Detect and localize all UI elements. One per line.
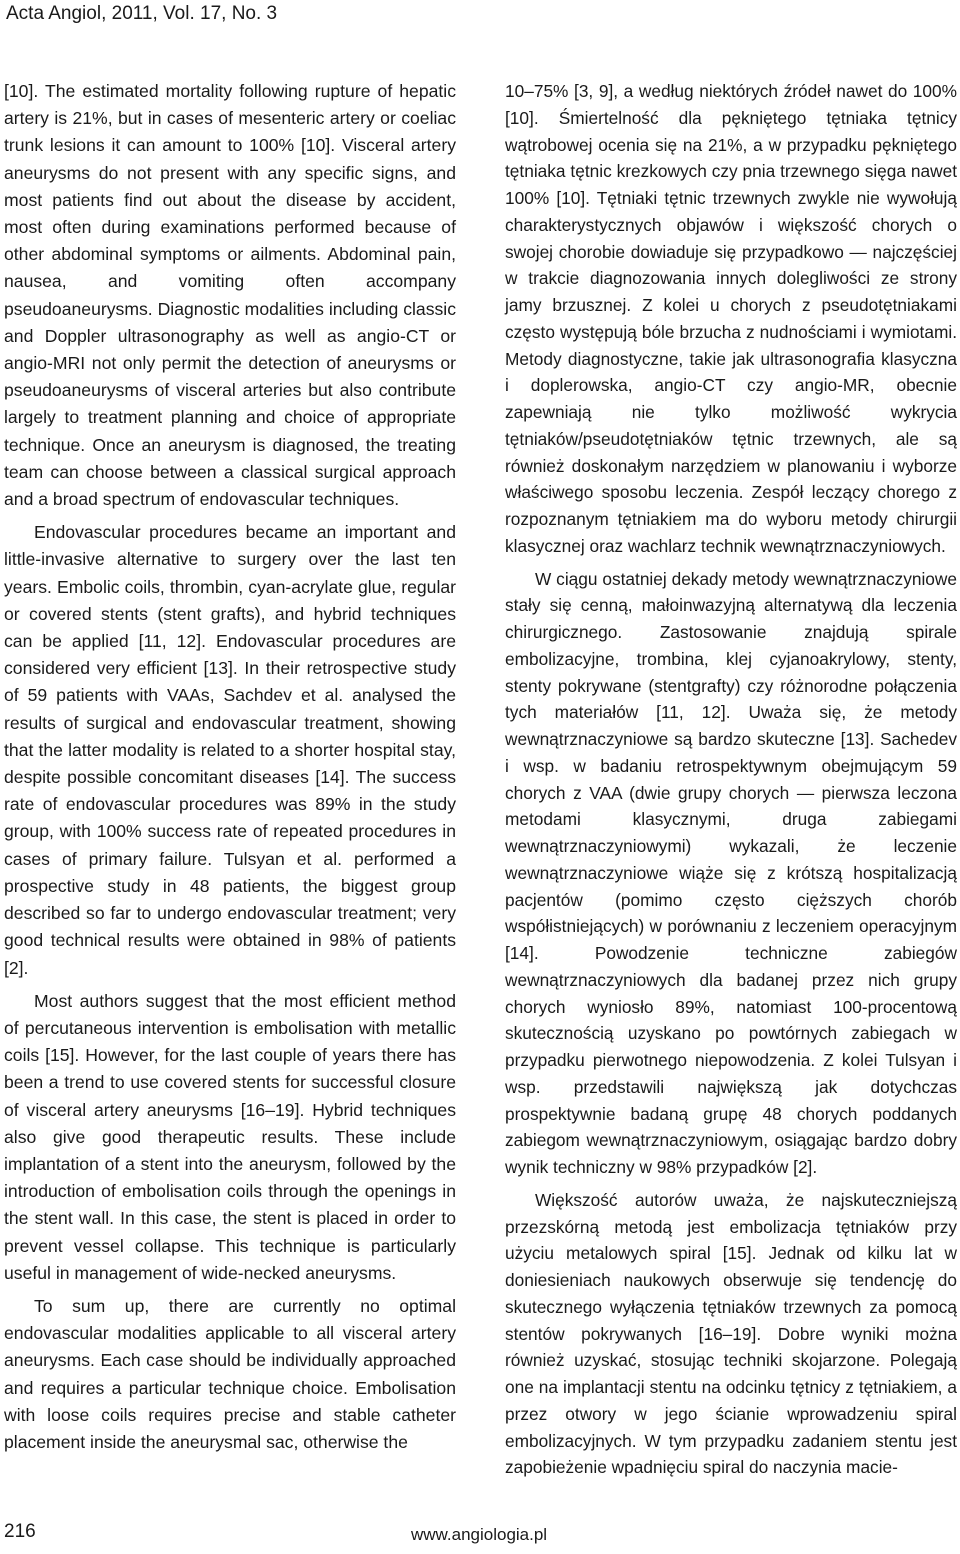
- journal-website: www.angiologia.pl: [411, 1525, 548, 1544]
- left-paragraph-1: [10]. The estimated mortality following rupture of hepatic artery is 21%, but in cases of mesenteric artery or coeliac trunk lesions it can amount to 100% [10]. Visceral artery aneurysms do not present with any specific signs, and most patients find out about the disease by accident, most often during examinations performed because of other abdominal symptoms or ailments. Abdominal pain, nausea, and vomiting often accompany pseudoaneurysms. Diagnostic modalities including classic and Doppler ultrasonography as well as angio-CT or angio-MRI not only permit the detection of aneurysms or pseudoaneurysms of visceral arteries but also contribute largely to treatment planning and choice of appropriate technique. Once an aneurysm is diagnosed, the treating team can choose between a classical surgical approach and a broad spectrum of endovascular techniques.: [4, 81, 456, 510]
- left-paragraph-4: To sum up, there are currently no optimal endovascular modalities applicable to all visceral artery aneurysms. Each case should be individually approached and requires a particular technique choice. Embolisation with loose coils requires precise and stable catheter placement inside the aneurysmal sac, otherwise the: [4, 1295, 456, 1452]
- left-paragraph-3: Most authors suggest that the most efficient method of percutaneous intervention is embolisation with metallic coils [15]. However, for the last couple of years there has been a trend to use covered stents for successful closure of visceral artery aneurysms [16–19]. Hybrid techniques also give good therapeutic results. These include implantation of a stent into the aneurysm, followed by the introduction of embolisation coils through the openings in the stent wall. In this case, the stent is placed in order to prevent vessel collapse. This technique is particularly useful in management of wide-necked aneurysms.: [4, 990, 456, 1283]
- running-head: Acta Angiol, 2011, Vol. 17, No. 3: [6, 3, 278, 24]
- right-paragraph-1: 10–75% [3, 9], a według niektórych źródeł nawet do 100% [10]. Śmiertelność dla pękniętego tętniaka tętnicy wątrobowej ocenia się na 21%, a w przypadku pękniętego tętniaka tętnic krezkowych czy pnia trzewnego sięga nawet 100% [10]. Tętniaki tętnic trzewnych zwykle nie wywołują charakterystycznych objawów i większość chorych o swojej chorobie dowiaduje się przypadkowo — najczęściej w trakcie diagnozowania innych dolegliwości ze strony jamy brzusznej. Z kolei u chorych z pseudotętniakami często występują bóle brzucha z nudnościami i wymiotami. Metody diagnostyczne, takie jak ultrasonografia klasyczna i doplerowska, angio-CT czy angio-MR, obecnie zapewniają nie tylko możliwość wykrycia tętniaków/pseudotętniaków tętnic trzewnych, ale są również doskonałym narzędziem w planowaniu i wyborze właściwego sposobu leczenia. Zespół leczący chorego z rozpoznanym tętniakiem ma do wyboru metody chirurgii klasycznej oraz wachlarz technik wewnątrznaczyniowych.: [505, 81, 957, 556]
- right-column: [505, 78, 957, 1487]
- right-paragraph-3: Większość autorów uważa, że najskuteczniejszą przezskórną metodą jest embolizacja tętniaków przy użyciu metalowych spiral [15]. Jednak od kilku lat w doniesieniach naukowych obserwuje się tendencję do skutecznego wyłączenia tętniaków trzewnych za pomocą stentów pokrywanych [16–19]. Dobre wyniki można również uzyskać, stosując techniki skojarzone. Polegają one na implantacji stentu na odcinku tętnicy z tętniakiem, a przez otwory w jego ścianie wprowadzeniu spiral embolizacyjnych. W tym przypadku zadaniem stentu jest zapobieżenie wpadnięciu spiral do naczynia macie-: [505, 1189, 957, 1478]
- left-paragraph-2: Endovascular procedures became an important and little-invasive alternative to surgery over the last ten years. Embolic coils, thrombin, cyan-acrylate glue, regular or covered stents (stent grafts), and hybrid techniques can be applied [11, 12]. Endovascular procedures are considered very efficient [13]. In their retrospective study of 59 patients with VAAs, Sachdev et al. analysed the results of surgical and endovascular treatment, showing that the latter modality is related to a shorter hospital stay, despite possible concomitant diseases [14]. The success rate of endovascular procedures was 89% in the study group, with 100% success rate of repeated procedures in cases of primary failure. Tulsyan et al. performed a prospective study in 48 patients, the biggest group described so far to undergo endovascular treatment; very good technical results were obtained in 98% of patients [2].: [4, 522, 456, 978]
- right-paragraph-2: W ciągu ostatniej dekady metody wewnątrznaczyniowe stały się cenną, małoinwazyjną alternatywą dla leczenia chirurgicznego. Zastosowanie znajdują spirale embolizacyjne, trombina, klej cyjanoakrylowy, stenty, stenty pokrywane (stentgrafty) czy różnorodne połączenia tych materiałów [11, 12]. Uważa się, że metody wewnątrznaczyniowe są bardzo skuteczne [13]. Sachedev i wsp. w badaniu retrospektywnym obejmującym 59 chorych z VAA (dwie grupy chorych — pierwsza leczona metodami klasycznymi, druga zabiegami wewnątrznaczyniowymi) wykazali, że leczenie wewnątrznaczyniowe wiąże się z krótszą hospitalizacją pacjentów (pomimo często cięższych chorób współistniejących) w porównaniu z leczeniem operacyjnym [14]. Powodzenie techniczne zabiegów wewnątrznaczyniowych dla badanej przez nich grupy chorych wyniosło 89%, natomiast 100-procentową skutecznością uzyskano po powtórnych zabiegach w przypadku pierwotnego niepowodzenia. Z kolei Tulsyan i wsp. przedstawili największą jak dotychczas prospektywnie badaną grupę 48 chorych poddanych zabiegom wewnątrznaczyniowym, osiągając bardzo dobry wynik techniczny w 98% przypadków [2].: [505, 568, 957, 1177]
- left-column: [4, 78, 456, 1462]
- page-number: 216: [4, 1521, 36, 1542]
